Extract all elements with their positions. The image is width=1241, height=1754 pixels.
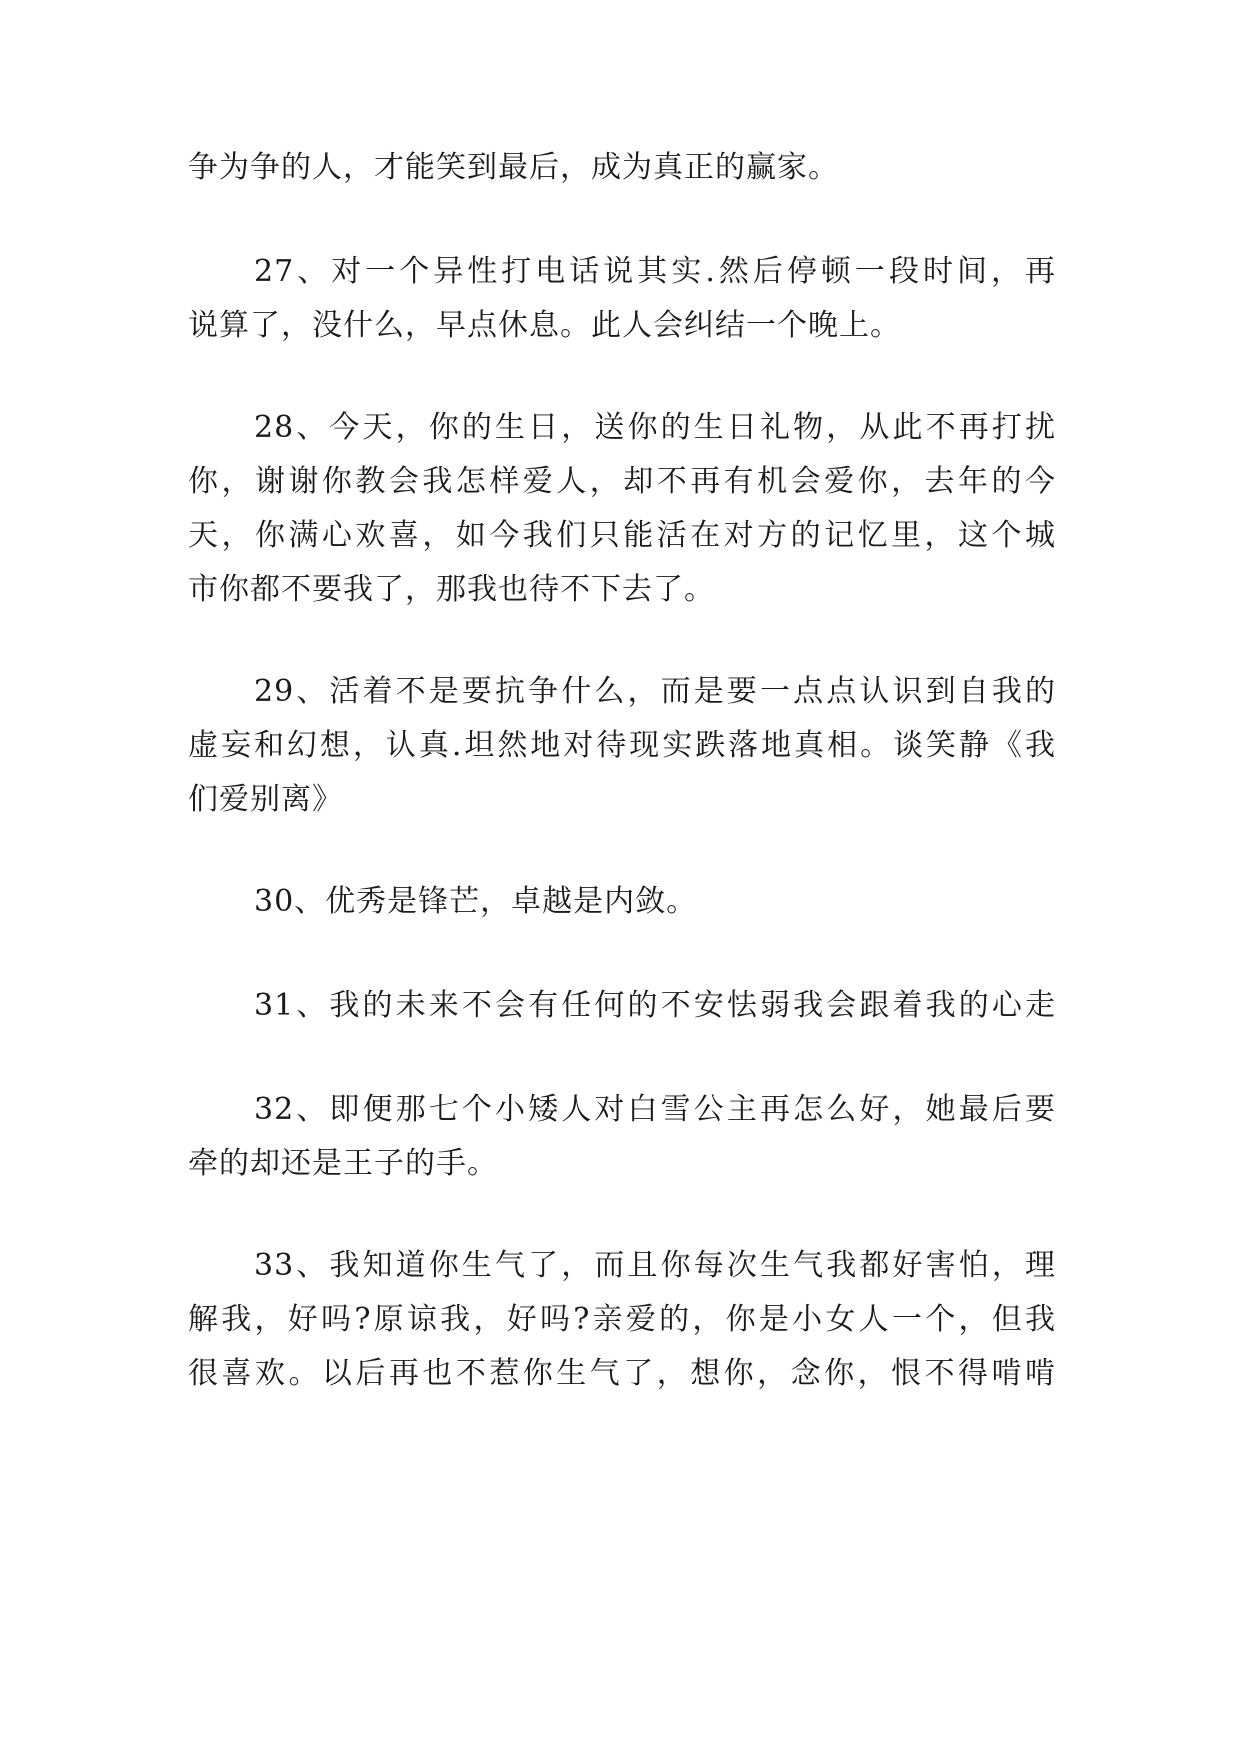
text-line: 解我，好吗?原谅我，好吗?亲爱的，你是小女人一个，但我	[188, 1302, 1056, 1337]
text-line: 32、即便那七个小矮人对白雪公主再怎么好，她最后要	[254, 1092, 1056, 1127]
text-line: 你，谢谢你教会我怎样爱人，却不再有机会爱你，去年的今	[188, 464, 1056, 499]
text-line: 争为争的人，才能笑到最后，成为真正的赢家。	[188, 150, 839, 185]
text-line: 说算了，没什么，早点休息。此人会纠结一个晚上。	[188, 308, 901, 343]
text-line: 29、活着不是要抗争什么，而是要一点点认识到自我的	[254, 674, 1056, 709]
text-line: 市你都不要我了，那我也待不下去了。	[188, 572, 715, 607]
text-line: 牵的却还是王子的手。	[188, 1146, 498, 1181]
text-line: 30、优秀是锋芒，卓越是内敛。	[254, 884, 698, 919]
text-line: 虚妄和幻想，认真.坦然地对待现实跌落地真相。谈笑静《我	[188, 728, 1056, 763]
text-line: 31、我的未来不会有任何的不安怯弱我会跟着我的心走	[254, 988, 1056, 1023]
text-line: 33、我知道你生气了，而且你每次生气我都好害怕，理	[254, 1248, 1056, 1283]
text-line: 27、对一个异性打电话说其实.然后停顿一段时间，再	[254, 254, 1056, 289]
text-line: 天，你满心欢喜，如今我们只能活在对方的记忆里，这个城	[188, 518, 1056, 553]
text-line: 很喜欢。以后再也不惹你生气了，想你，念你，恨不得啃啃	[188, 1356, 1056, 1391]
text-line: 28、今天，你的生日，送你的生日礼物，从此不再打扰	[254, 410, 1056, 445]
text-line: 们爱别离》	[188, 782, 343, 817]
